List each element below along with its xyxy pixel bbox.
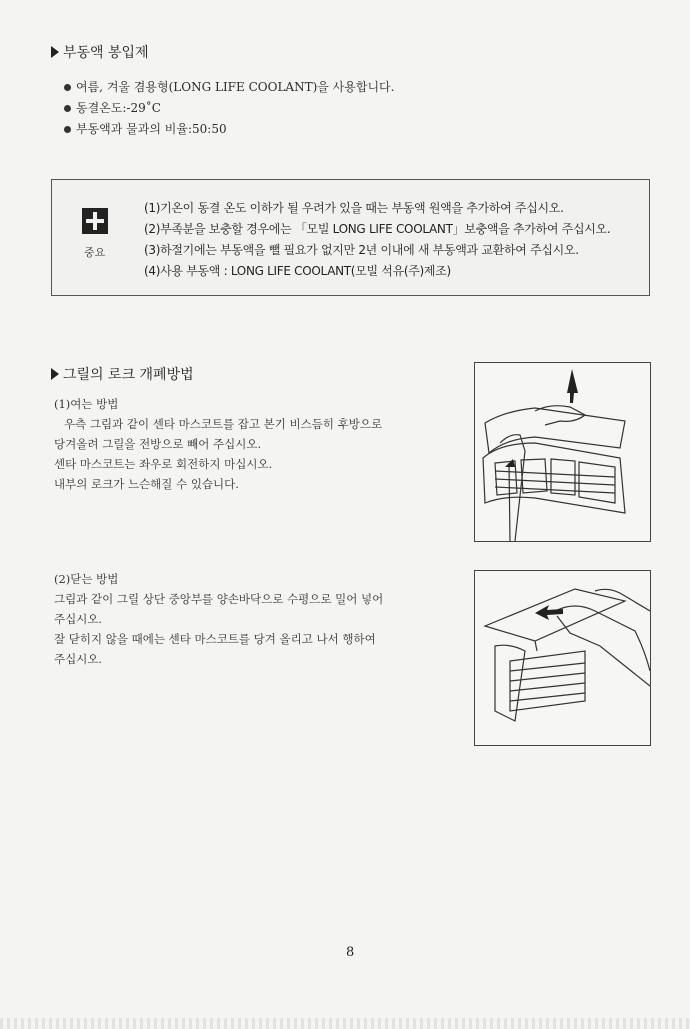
- paragraph-line: 내부의 로크가 느슨해질 수 있습니다.: [54, 477, 239, 491]
- grille-title-text: 그릴의 로크 개폐방법: [63, 367, 194, 383]
- paragraph-line: 잘 닫히지 않을 때에는 센타 마스코트를 당겨 올리고 나서 행하여: [54, 632, 376, 646]
- antifreeze-title-text: 부동액 봉입제: [63, 45, 149, 61]
- list-item: 부동액과 물과의 비율:50:50: [64, 119, 394, 140]
- paragraph-line: 그림과 같이 그릴 상단 중앙부를 양손바닥으로 수평으로 밀어 넣어: [54, 592, 384, 606]
- important-icon: [82, 208, 108, 234]
- open-method-text: [54, 394, 382, 494]
- antifreeze-bullet-list: [64, 77, 394, 140]
- notice-items: [144, 198, 610, 282]
- grille-open-illustration: [474, 362, 651, 542]
- triangle-bullet-icon: [51, 46, 59, 58]
- triangle-bullet-icon: [51, 368, 59, 380]
- notice-item: (2)부족분을 보충할 경우에는 「모빌 LONG LIFE COOLANT」보충액을 추가하여 주십시오.: [144, 222, 611, 236]
- close-method-heading: (2)닫는 방법: [54, 572, 119, 586]
- grille-close-illustration: [474, 570, 651, 746]
- hand-lifting-grille-image: [475, 363, 650, 541]
- notice-item: (1)기온이 동결 온도 이하가 될 우려가 있을 때는 부동액 원액을 추가하여 주십시오.: [144, 201, 564, 215]
- close-method-text: [54, 569, 383, 669]
- open-method-heading: (1)여는 방법: [54, 397, 119, 411]
- paragraph-line: 주십시오.: [54, 652, 103, 666]
- bullet-dot-icon: [64, 126, 71, 133]
- notice-item: (4)사용 부동액 : LONG LIFE COOLANT(모빌 석유(주)제조): [144, 264, 451, 278]
- paragraph-line: 센타 마스코트는 좌우로 회전하지 마십시오.: [54, 457, 273, 471]
- paragraph-line: 주십시오.: [54, 612, 103, 626]
- list-item: 동결온도:-29˚C: [64, 98, 394, 119]
- antifreeze-title: [51, 42, 149, 62]
- bullet-dot-icon: [64, 105, 71, 112]
- notice-item: (3)하절기에는 부동액을 뺄 필요가 없지만 2년 이내에 새 부동액과 교환하여 주십시오.: [144, 243, 579, 257]
- bullet-dot-icon: [64, 84, 71, 91]
- notice-label: 중요: [84, 246, 106, 259]
- paragraph-line: 당겨올려 그릴을 전방으로 빼어 주십시오.: [54, 437, 262, 451]
- grille-title: [51, 364, 194, 384]
- important-notice-box: [51, 179, 650, 296]
- list-item: 여름, 겨울 겸용형(LONG LIFE COOLANT)을 사용합니다.: [64, 77, 394, 98]
- page-number: 8: [346, 945, 355, 960]
- hands-pushing-grille-image: [475, 571, 650, 745]
- paragraph-line: 우측 그림과 같이 센타 마스코트를 잡고 본기 비스듬히 후방으로: [64, 417, 383, 431]
- scan-edge-band: [0, 1018, 690, 1029]
